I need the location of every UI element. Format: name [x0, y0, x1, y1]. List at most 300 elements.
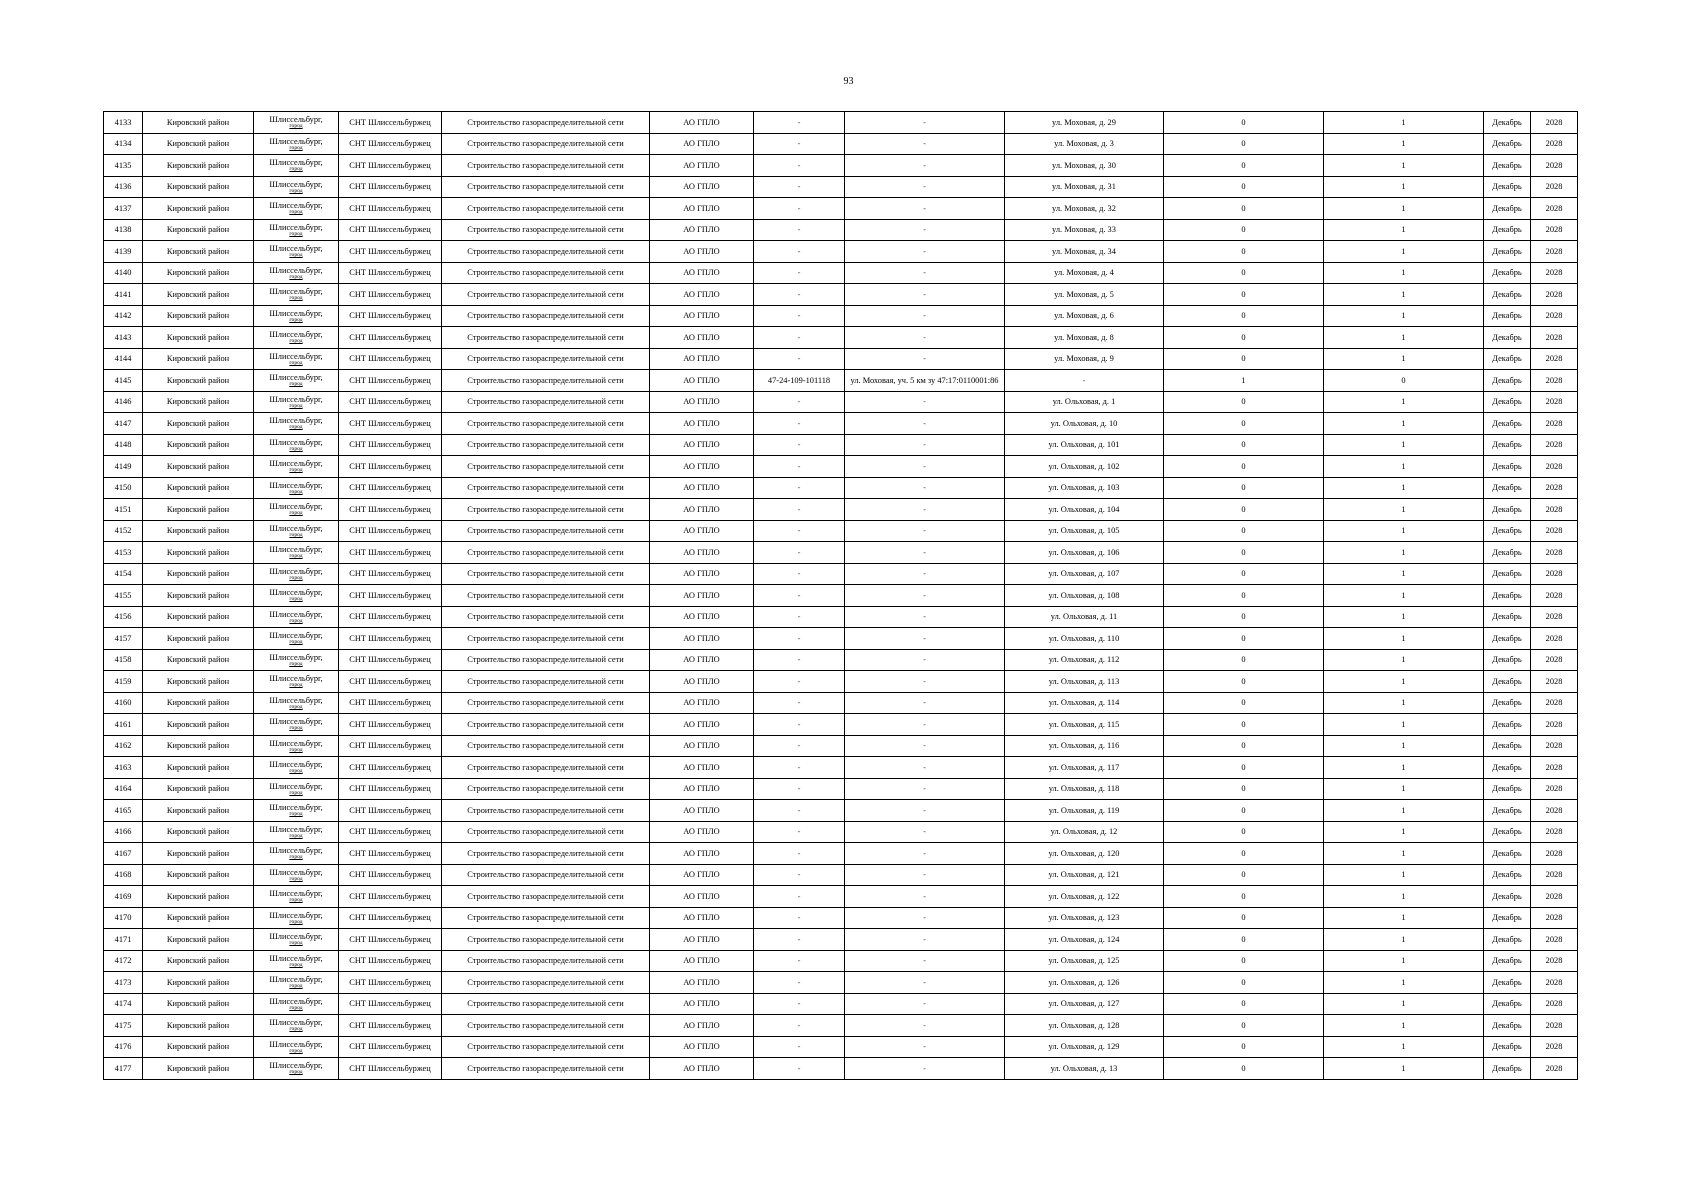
work-type-cell: Строительство газораспределительной сети	[442, 499, 650, 521]
table-row	[104, 1058, 1578, 1080]
city-type: город	[289, 983, 303, 990]
city-type: город	[289, 875, 303, 882]
plot-address-cell: -	[845, 327, 1005, 349]
address-cell: ул. Моховая, д. 30	[1005, 155, 1164, 177]
work-type-cell: Строительство газораспределительной сети	[442, 993, 650, 1015]
value-2-cell: 1	[1324, 1015, 1484, 1037]
city-type: город	[289, 617, 303, 624]
application-code-cell: -	[754, 305, 845, 327]
value-1-cell: 0	[1164, 671, 1324, 693]
snt-cell: СНТ Шлиссельбуржец	[339, 864, 442, 886]
work-type-cell: Строительство газораспределительной сети	[442, 112, 650, 134]
table-row	[104, 843, 1578, 865]
city-cell	[254, 950, 339, 972]
year-cell: 2028	[1531, 155, 1578, 177]
city-name: Шлиссельбург,	[269, 695, 323, 705]
city-name: Шлиссельбург,	[269, 889, 323, 899]
city-name: Шлиссельбург,	[269, 588, 323, 598]
address-cell: ул. Ольховая, д. 107	[1005, 563, 1164, 585]
district-cell: Кировский район	[143, 1058, 254, 1080]
work-type-cell: Строительство газораспределительной сети	[442, 778, 650, 800]
value-2-cell: 1	[1324, 305, 1484, 327]
value-1-cell: 0	[1164, 112, 1324, 134]
work-type-cell: Строительство газораспределительной сети	[442, 284, 650, 306]
year-cell: 2028	[1531, 993, 1578, 1015]
plot-address-cell: -	[845, 800, 1005, 822]
row-number-cell: 4150	[104, 477, 143, 499]
district-cell: Кировский район	[143, 542, 254, 564]
work-type-cell: Строительство газораспределительной сети	[442, 327, 650, 349]
application-code-cell: -	[754, 348, 845, 370]
address-cell: ул. Ольховая, д. 105	[1005, 520, 1164, 542]
city-name: Шлиссельбург,	[269, 351, 323, 361]
city-name: Шлиссельбург,	[269, 330, 323, 340]
year-cell: 2028	[1531, 606, 1578, 628]
value-1-cell: 0	[1164, 692, 1324, 714]
row-number-cell: 4145	[104, 370, 143, 392]
work-type-cell: Строительство газораспределительной сети	[442, 735, 650, 757]
snt-cell: СНТ Шлиссельбуржец	[339, 563, 442, 585]
work-type-cell: Строительство газораспределительной сети	[442, 434, 650, 456]
month-cell: Декабрь	[1484, 305, 1531, 327]
work-type-cell: Строительство газораспределительной сети	[442, 585, 650, 607]
district-cell: Кировский район	[143, 456, 254, 478]
city-cell	[254, 176, 339, 198]
city-name: Шлиссельбург,	[269, 996, 323, 1006]
month-cell: Декабрь	[1484, 800, 1531, 822]
value-2-cell: 1	[1324, 348, 1484, 370]
row-number-cell: 4175	[104, 1015, 143, 1037]
snt-cell: СНТ Шлиссельбуржец	[339, 843, 442, 865]
snt-cell: СНТ Шлиссельбуржец	[339, 499, 442, 521]
month-cell: Декабрь	[1484, 155, 1531, 177]
organization-cell: АО ГПЛО	[650, 585, 754, 607]
work-type-cell: Строительство газораспределительной сети	[442, 757, 650, 779]
city-type: город	[289, 252, 303, 259]
address-cell: ул. Ольховая, д. 11	[1005, 606, 1164, 628]
application-code-cell: -	[754, 413, 845, 435]
value-2-cell: 1	[1324, 671, 1484, 693]
city-name: Шлиссельбург,	[269, 136, 323, 146]
city-cell	[254, 993, 339, 1015]
month-cell: Декабрь	[1484, 886, 1531, 908]
district-cell: Кировский район	[143, 1015, 254, 1037]
page-number: 93	[843, 76, 854, 87]
application-code-cell: -	[754, 542, 845, 564]
application-code-cell: -	[754, 929, 845, 951]
city-cell	[254, 864, 339, 886]
city-type: город	[289, 144, 303, 151]
address-cell: ул. Моховая, д. 9	[1005, 348, 1164, 370]
value-1-cell: 0	[1164, 284, 1324, 306]
city-type: город	[289, 381, 303, 388]
value-2-cell: 1	[1324, 843, 1484, 865]
snt-cell: СНТ Шлиссельбуржец	[339, 413, 442, 435]
city-cell	[254, 563, 339, 585]
value-1-cell: 0	[1164, 1036, 1324, 1058]
year-cell: 2028	[1531, 133, 1578, 155]
table-row	[104, 735, 1578, 757]
application-code-cell: -	[754, 692, 845, 714]
table-row	[104, 348, 1578, 370]
table-row	[104, 284, 1578, 306]
city-cell	[254, 628, 339, 650]
city-cell	[254, 520, 339, 542]
city-cell	[254, 757, 339, 779]
value-1-cell: 0	[1164, 1015, 1324, 1037]
month-cell: Декабрь	[1484, 714, 1531, 736]
month-cell: Декабрь	[1484, 542, 1531, 564]
row-number-cell: 4176	[104, 1036, 143, 1058]
year-cell: 2028	[1531, 305, 1578, 327]
plot-address-cell: -	[845, 628, 1005, 650]
row-number-cell: 4134	[104, 133, 143, 155]
organization-cell: АО ГПЛО	[650, 821, 754, 843]
table-row	[104, 1036, 1578, 1058]
application-code-cell: -	[754, 993, 845, 1015]
row-number-cell: 4168	[104, 864, 143, 886]
address-cell: ул. Ольховая, д. 103	[1005, 477, 1164, 499]
address-cell: ул. Моховая, д. 6	[1005, 305, 1164, 327]
city-cell	[254, 778, 339, 800]
value-2-cell: 1	[1324, 413, 1484, 435]
month-cell: Декабрь	[1484, 413, 1531, 435]
table-row	[104, 649, 1578, 671]
district-cell: Кировский район	[143, 585, 254, 607]
row-number-cell: 4158	[104, 649, 143, 671]
work-type-cell: Строительство газораспределительной сети	[442, 155, 650, 177]
row-number-cell: 4149	[104, 456, 143, 478]
snt-cell: СНТ Шлиссельбуржец	[339, 907, 442, 929]
plot-address-cell: -	[845, 284, 1005, 306]
work-type-cell: Строительство газораспределительной сети	[442, 628, 650, 650]
address-cell: ул. Ольховая, д. 101	[1005, 434, 1164, 456]
district-cell: Кировский район	[143, 757, 254, 779]
plot-address-cell: -	[845, 542, 1005, 564]
district-cell: Кировский район	[143, 391, 254, 413]
application-code-cell: -	[754, 757, 845, 779]
city-name: Шлиссельбург,	[269, 373, 323, 383]
month-cell: Декабрь	[1484, 348, 1531, 370]
table-row	[104, 757, 1578, 779]
value-1-cell: 0	[1164, 305, 1324, 327]
snt-cell: СНТ Шлиссельбуржец	[339, 821, 442, 843]
city-name: Шлиссельбург,	[269, 308, 323, 318]
city-name: Шлиссельбург,	[269, 1061, 323, 1071]
snt-cell: СНТ Шлиссельбуржец	[339, 112, 442, 134]
snt-cell: СНТ Шлиссельбуржец	[339, 972, 442, 994]
value-1-cell: 0	[1164, 606, 1324, 628]
city-name: Шлиссельбург,	[269, 717, 323, 727]
city-cell	[254, 972, 339, 994]
district-cell: Кировский район	[143, 327, 254, 349]
year-cell: 2028	[1531, 284, 1578, 306]
organization-cell: АО ГПЛО	[650, 176, 754, 198]
city-type: город	[289, 531, 303, 538]
work-type-cell: Строительство газораспределительной сети	[442, 520, 650, 542]
snt-cell: СНТ Шлиссельбуржец	[339, 542, 442, 564]
value-2-cell: 1	[1324, 133, 1484, 155]
organization-cell: АО ГПЛО	[650, 993, 754, 1015]
city-type: город	[289, 359, 303, 366]
city-name: Шлиссельбург,	[269, 416, 323, 426]
address-cell: ул. Ольховая, д. 124	[1005, 929, 1164, 951]
district-cell: Кировский район	[143, 692, 254, 714]
month-cell: Декабрь	[1484, 929, 1531, 951]
row-number-cell: 4161	[104, 714, 143, 736]
value-2-cell: 1	[1324, 950, 1484, 972]
address-cell: ул. Ольховая, д. 117	[1005, 757, 1164, 779]
city-cell	[254, 649, 339, 671]
plot-address-cell: -	[845, 972, 1005, 994]
plot-address-cell: -	[845, 112, 1005, 134]
city-name: Шлиссельбург,	[269, 179, 323, 189]
city-type: город	[289, 918, 303, 925]
plot-address-cell: -	[845, 520, 1005, 542]
work-type-cell: Строительство газораспределительной сети	[442, 907, 650, 929]
month-cell: Декабрь	[1484, 241, 1531, 263]
plot-address-cell: -	[845, 477, 1005, 499]
organization-cell: АО ГПЛО	[650, 800, 754, 822]
address-cell: ул. Моховая, д. 34	[1005, 241, 1164, 263]
application-code-cell: -	[754, 628, 845, 650]
organization-cell: АО ГПЛО	[650, 327, 754, 349]
organization-cell: АО ГПЛО	[650, 219, 754, 241]
organization-cell: АО ГПЛО	[650, 456, 754, 478]
organization-cell: АО ГПЛО	[650, 972, 754, 994]
application-code-cell: -	[754, 499, 845, 521]
year-cell: 2028	[1531, 821, 1578, 843]
city-cell	[254, 219, 339, 241]
value-2-cell: 1	[1324, 520, 1484, 542]
organization-cell: АО ГПЛО	[650, 391, 754, 413]
month-cell: Декабрь	[1484, 1015, 1531, 1037]
plot-address-cell: -	[845, 1036, 1005, 1058]
plot-address-cell: -	[845, 391, 1005, 413]
work-type-cell: Строительство газораспределительной сети	[442, 219, 650, 241]
year-cell: 2028	[1531, 219, 1578, 241]
month-cell: Декабрь	[1484, 499, 1531, 521]
month-cell: Декабрь	[1484, 993, 1531, 1015]
month-cell: Декабрь	[1484, 972, 1531, 994]
snt-cell: СНТ Шлиссельбуржец	[339, 800, 442, 822]
snt-cell: СНТ Шлиссельбуржец	[339, 370, 442, 392]
year-cell: 2028	[1531, 176, 1578, 198]
value-1-cell: 0	[1164, 499, 1324, 521]
value-2-cell: 1	[1324, 907, 1484, 929]
application-code-cell: 47-24-109-101118	[754, 370, 845, 392]
organization-cell: АО ГПЛО	[650, 864, 754, 886]
month-cell: Декабрь	[1484, 585, 1531, 607]
city-name: Шлиссельбург,	[269, 631, 323, 641]
snt-cell: СНТ Шлиссельбуржец	[339, 305, 442, 327]
row-number-cell: 4167	[104, 843, 143, 865]
city-type: город	[289, 811, 303, 818]
snt-cell: СНТ Шлиссельбуржец	[339, 950, 442, 972]
year-cell: 2028	[1531, 950, 1578, 972]
value-1-cell: 0	[1164, 649, 1324, 671]
value-2-cell: 1	[1324, 456, 1484, 478]
snt-cell: СНТ Шлиссельбуржец	[339, 585, 442, 607]
plot-address-cell: -	[845, 714, 1005, 736]
district-cell: Кировский район	[143, 843, 254, 865]
value-2-cell: 1	[1324, 112, 1484, 134]
value-2-cell: 1	[1324, 993, 1484, 1015]
month-cell: Декабрь	[1484, 778, 1531, 800]
city-type: город	[289, 854, 303, 861]
city-cell	[254, 327, 339, 349]
value-1-cell: 0	[1164, 800, 1324, 822]
work-type-cell: Строительство газораспределительной сети	[442, 606, 650, 628]
snt-cell: СНТ Шлиссельбуржец	[339, 714, 442, 736]
address-cell: ул. Моховая, д. 31	[1005, 176, 1164, 198]
organization-cell: АО ГПЛО	[650, 305, 754, 327]
year-cell: 2028	[1531, 714, 1578, 736]
year-cell: 2028	[1531, 477, 1578, 499]
district-cell: Кировский район	[143, 176, 254, 198]
value-1-cell: 0	[1164, 391, 1324, 413]
address-cell: ул. Ольховая, д. 114	[1005, 692, 1164, 714]
table-row	[104, 778, 1578, 800]
year-cell: 2028	[1531, 198, 1578, 220]
address-cell: ул. Ольховая, д. 121	[1005, 864, 1164, 886]
city-type: город	[289, 940, 303, 947]
work-type-cell: Строительство газораспределительной сети	[442, 671, 650, 693]
address-cell: ул. Моховая, д. 3	[1005, 133, 1164, 155]
year-cell: 2028	[1531, 434, 1578, 456]
table-row	[104, 112, 1578, 134]
district-cell: Кировский район	[143, 219, 254, 241]
district-cell: Кировский район	[143, 520, 254, 542]
organization-cell: АО ГПЛО	[650, 671, 754, 693]
work-type-cell: Строительство газораспределительной сети	[442, 864, 650, 886]
application-code-cell: -	[754, 133, 845, 155]
value-2-cell: 1	[1324, 219, 1484, 241]
city-name: Шлиссельбург,	[269, 674, 323, 684]
city-cell	[254, 413, 339, 435]
plot-address-cell: -	[845, 843, 1005, 865]
value-1-cell: 0	[1164, 219, 1324, 241]
table-row	[104, 477, 1578, 499]
organization-cell: АО ГПЛО	[650, 757, 754, 779]
plot-address-cell: -	[845, 907, 1005, 929]
city-name: Шлиссельбург,	[269, 652, 323, 662]
city-type: город	[289, 897, 303, 904]
organization-cell: АО ГПЛО	[650, 542, 754, 564]
month-cell: Декабрь	[1484, 327, 1531, 349]
city-cell	[254, 692, 339, 714]
snt-cell: СНТ Шлиссельбуржец	[339, 606, 442, 628]
address-cell: ул. Ольховая, д. 122	[1005, 886, 1164, 908]
row-number-cell: 4147	[104, 413, 143, 435]
table-row	[104, 1015, 1578, 1037]
city-name: Шлиссельбург,	[269, 437, 323, 447]
value-2-cell: 1	[1324, 198, 1484, 220]
table-row	[104, 907, 1578, 929]
city-type: город	[289, 725, 303, 732]
work-type-cell: Строительство газораспределительной сети	[442, 413, 650, 435]
plot-address-cell: -	[845, 499, 1005, 521]
district-cell: Кировский район	[143, 305, 254, 327]
snt-cell: СНТ Шлиссельбуржец	[339, 1058, 442, 1080]
table-row	[104, 628, 1578, 650]
address-cell: ул. Ольховая, д. 12	[1005, 821, 1164, 843]
year-cell: 2028	[1531, 886, 1578, 908]
value-2-cell: 1	[1324, 972, 1484, 994]
value-2-cell: 1	[1324, 757, 1484, 779]
organization-cell: АО ГПЛО	[650, 735, 754, 757]
row-number-cell: 4144	[104, 348, 143, 370]
snt-cell: СНТ Шлиссельбуржец	[339, 456, 442, 478]
city-type: город	[289, 660, 303, 667]
work-type-cell: Строительство газораспределительной сети	[442, 391, 650, 413]
value-1-cell: 0	[1164, 155, 1324, 177]
organization-cell: АО ГПЛО	[650, 155, 754, 177]
value-2-cell: 1	[1324, 499, 1484, 521]
work-type-cell: Строительство газораспределительной сети	[442, 241, 650, 263]
year-cell: 2028	[1531, 585, 1578, 607]
row-number-cell: 4152	[104, 520, 143, 542]
year-cell: 2028	[1531, 1036, 1578, 1058]
district-cell: Кировский район	[143, 112, 254, 134]
district-cell: Кировский район	[143, 1036, 254, 1058]
city-cell	[254, 800, 339, 822]
month-cell: Декабрь	[1484, 821, 1531, 843]
organization-cell: АО ГПЛО	[650, 348, 754, 370]
year-cell: 2028	[1531, 1015, 1578, 1037]
application-code-cell: -	[754, 714, 845, 736]
organization-cell: АО ГПЛО	[650, 499, 754, 521]
plot-address-cell: -	[845, 757, 1005, 779]
district-cell: Кировский район	[143, 198, 254, 220]
value-1-cell: 0	[1164, 628, 1324, 650]
application-code-cell: -	[754, 241, 845, 263]
district-cell: Кировский район	[143, 434, 254, 456]
year-cell: 2028	[1531, 391, 1578, 413]
district-cell: Кировский район	[143, 628, 254, 650]
value-1-cell: 0	[1164, 413, 1324, 435]
year-cell: 2028	[1531, 843, 1578, 865]
row-number-cell: 4160	[104, 692, 143, 714]
address-cell: ул. Ольховая, д. 127	[1005, 993, 1164, 1015]
value-1-cell: 0	[1164, 972, 1324, 994]
city-type: город	[289, 1004, 303, 1011]
value-1-cell: 0	[1164, 133, 1324, 155]
city-name: Шлиссельбург,	[269, 803, 323, 813]
value-2-cell: 1	[1324, 628, 1484, 650]
application-code-cell: -	[754, 907, 845, 929]
address-cell: ул. Ольховая, д. 125	[1005, 950, 1164, 972]
month-cell: Декабрь	[1484, 520, 1531, 542]
year-cell: 2028	[1531, 327, 1578, 349]
plot-address-cell: -	[845, 413, 1005, 435]
month-cell: Декабрь	[1484, 563, 1531, 585]
district-cell: Кировский район	[143, 563, 254, 585]
value-1-cell: 0	[1164, 735, 1324, 757]
city-name: Шлиссельбург,	[269, 566, 323, 576]
month-cell: Декабрь	[1484, 112, 1531, 134]
value-2-cell: 1	[1324, 284, 1484, 306]
table-row	[104, 198, 1578, 220]
plot-address-cell: -	[845, 241, 1005, 263]
snt-cell: СНТ Шлиссельбуржец	[339, 649, 442, 671]
snt-cell: СНТ Шлиссельбуржец	[339, 757, 442, 779]
city-cell	[254, 262, 339, 284]
organization-cell: АО ГПЛО	[650, 284, 754, 306]
year-cell: 2028	[1531, 692, 1578, 714]
city-cell	[254, 456, 339, 478]
organization-cell: АО ГПЛО	[650, 606, 754, 628]
